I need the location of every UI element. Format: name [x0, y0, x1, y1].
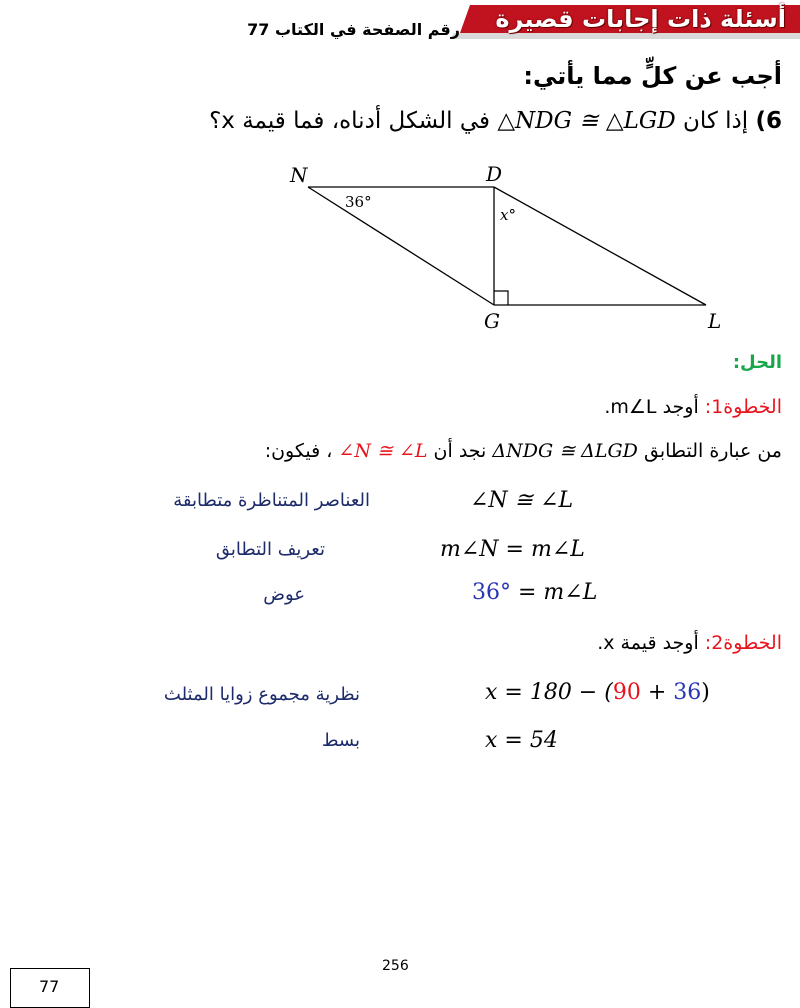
header-banner	[440, 3, 800, 41]
book-page-box: 77	[10, 968, 90, 1008]
vertex-d: D	[486, 162, 503, 186]
solution-label: الحل:	[732, 352, 782, 373]
from-line-start: من عبارة التطابق	[643, 440, 782, 462]
from-line-angles: ∠N ≅ ∠L	[338, 440, 428, 462]
step-1	[604, 396, 782, 418]
equation-5: x = 54	[485, 728, 558, 753]
vertex-n: N	[290, 163, 308, 187]
step-2-text: أوجد قيمة x.	[597, 632, 699, 654]
question-number: 6)	[755, 108, 782, 134]
equation-4-v2: 36	[673, 680, 702, 705]
equation-3	[472, 580, 792, 605]
reason-5: بسط	[321, 730, 360, 751]
from-line-end: ، فيكون:	[264, 440, 333, 462]
from-line-congruence: ΔNDG ≅ ΔLGD	[492, 440, 638, 462]
equation-1: ∠N ≅ ∠L	[470, 488, 574, 513]
question-text-end: في الشكل أدناه، فما قيمة x؟	[209, 108, 491, 134]
right-angle-marker	[494, 291, 508, 305]
step-2	[597, 632, 782, 654]
reason-2: تعريف التطابق	[215, 539, 325, 560]
geometry-figure	[270, 160, 740, 340]
from-line-middle: نجد أن	[433, 440, 487, 462]
equation-3-value: 36°	[472, 580, 511, 605]
angle-n-label: 36°	[345, 193, 372, 211]
instruction: أجب عن كلٍّ مما يأتي:	[523, 62, 782, 90]
question-congruence: △NDG ≅ △LGD	[497, 108, 676, 134]
segment-dl	[494, 187, 706, 305]
equation-4-start: x = 180 − (	[485, 680, 613, 705]
vertex-g: G	[484, 309, 500, 333]
book-page-reference: رقم الصفحة في الكتاب 77	[247, 20, 460, 39]
equation-3-rest: = m∠L	[511, 580, 598, 605]
vertex-l: L	[708, 309, 722, 333]
congruence-statement	[2, 440, 782, 462]
step-2-label: الخطوة2:	[704, 632, 782, 654]
equation-4-end: )	[701, 680, 710, 705]
question-6	[22, 108, 782, 134]
equation-4	[485, 680, 800, 705]
question-text-start: إذا كان	[682, 108, 749, 134]
equation-4-plus: +	[640, 680, 674, 705]
reason-4: نظرية مجموع زوايا المثلث	[163, 684, 360, 705]
segment-ng	[308, 187, 494, 305]
step-1-label: الخطوة1:	[704, 396, 782, 418]
section-title: أسئلة ذات إجابات قصيرة	[495, 5, 786, 33]
reason-3: عوض	[263, 584, 305, 605]
equation-2: m∠N = m∠L	[440, 537, 585, 562]
page-number: 256	[382, 958, 409, 974]
angle-x-label: x°	[500, 206, 516, 224]
reason-1: العناصر المتناظرة متطابقة	[173, 490, 370, 511]
step-1-text: أوجد m∠L.	[604, 396, 699, 418]
equation-4-v1: 90	[612, 680, 641, 705]
